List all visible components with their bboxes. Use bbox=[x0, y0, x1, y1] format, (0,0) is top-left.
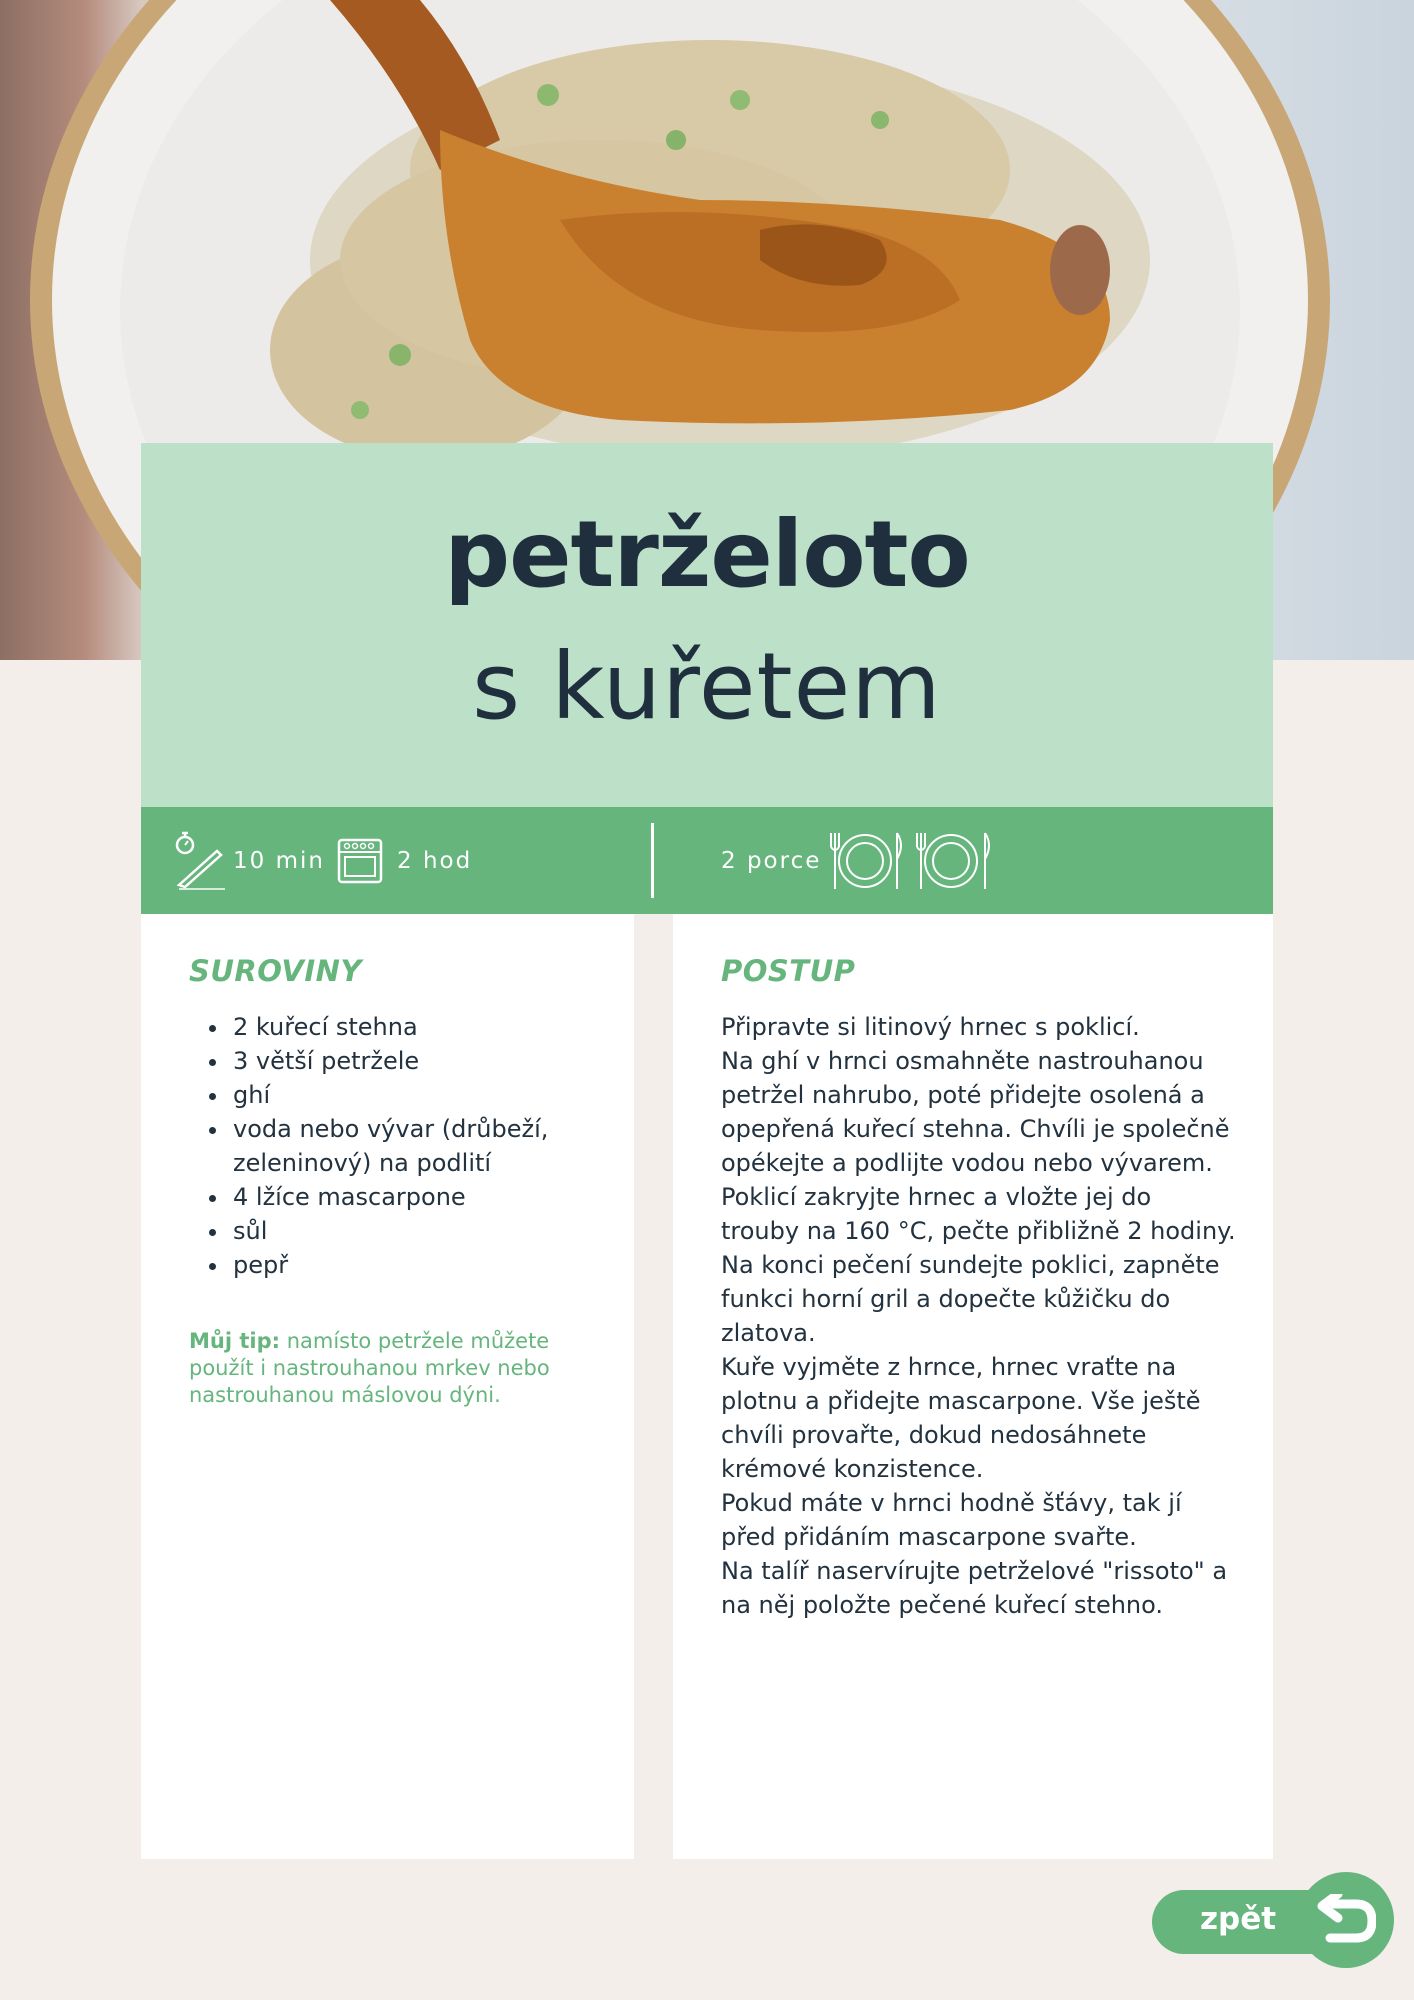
method-step: Na talíř naservírujte petrželové "rissoto" a na něj položte pečené kuřecí stehno. bbox=[721, 1557, 1228, 1619]
bake-time bbox=[337, 807, 472, 914]
list-item: pepř bbox=[189, 1248, 609, 1282]
ingredients-panel bbox=[141, 914, 634, 1859]
method-step: Na ghí v hrnci osmahněte nastrouhanou petržel nahrubo, poté přidejte osolená a opepřená kuřecí stehna. Chvíli je společně opékejte a podlijte vodou nebo vývarem. bbox=[721, 1047, 1230, 1177]
plate-cutlery-icon bbox=[829, 829, 999, 893]
method-panel bbox=[673, 914, 1273, 1859]
method-step: Kuře vyjměte z hrnce, hrnec vraťte na plotnu a přidejte mascarpone. Vše ještě chvíli provařte, dokud nedosáhnete krémové konzistence. bbox=[721, 1353, 1201, 1483]
back-button-circle[interactable] bbox=[1298, 1872, 1394, 1968]
return-arrow-icon bbox=[1316, 1894, 1376, 1946]
method-steps bbox=[721, 1010, 1236, 1622]
method-step: Poklicí zakryjte hrnec a vložte jej do trouby na 160 °C, pečte přibližně 2 hodiny. Na konci pečení sundejte poklici, zapněte funkci horní gril a dopečte kůžičku do zlatova. bbox=[721, 1183, 1236, 1347]
list-item: ghí bbox=[189, 1078, 609, 1112]
back-button-label: zpět bbox=[1200, 1901, 1277, 1937]
list-item: voda nebo vývar (drůbeží, zeleninový) na podlití bbox=[189, 1112, 609, 1180]
oven-icon bbox=[337, 838, 383, 884]
recipe-info-bar bbox=[141, 807, 1273, 914]
prep-time-text: 10 min bbox=[233, 847, 325, 874]
tip-text: namísto petržele můžete použít i nastrouhanou mrkev nebo nastrouhanou máslovou dýni. bbox=[189, 1329, 550, 1407]
tip-label: Můj tip: bbox=[189, 1329, 281, 1353]
title-card bbox=[141, 443, 1273, 807]
list-item: 4 lžíce mascarpone bbox=[189, 1180, 609, 1214]
timer-knife-icon bbox=[171, 829, 227, 893]
method-heading: POSTUP bbox=[721, 954, 856, 988]
list-item: sůl bbox=[189, 1214, 609, 1248]
servings bbox=[721, 807, 999, 914]
tip-note bbox=[189, 1328, 589, 1409]
recipe-title: petrželoto bbox=[444, 501, 970, 608]
prep-time bbox=[171, 807, 325, 914]
ingredients-heading: SUROVINY bbox=[189, 954, 362, 988]
info-divider bbox=[651, 823, 654, 898]
bake-time-text: 2 hod bbox=[397, 847, 473, 874]
method-step: Připravte si litinový hrnec s poklicí. bbox=[721, 1013, 1140, 1041]
method-step: Pokud máte v hrnci hodně šťávy, tak jí před přidáním mascarpone svařte. bbox=[721, 1489, 1182, 1551]
servings-text: 2 porce bbox=[721, 847, 822, 874]
list-item: 2 kuřecí stehna bbox=[189, 1010, 609, 1044]
ingredients-list bbox=[189, 1010, 609, 1282]
recipe-subtitle: s kuřetem bbox=[472, 633, 942, 740]
list-item: 3 větší petržele bbox=[189, 1044, 609, 1078]
